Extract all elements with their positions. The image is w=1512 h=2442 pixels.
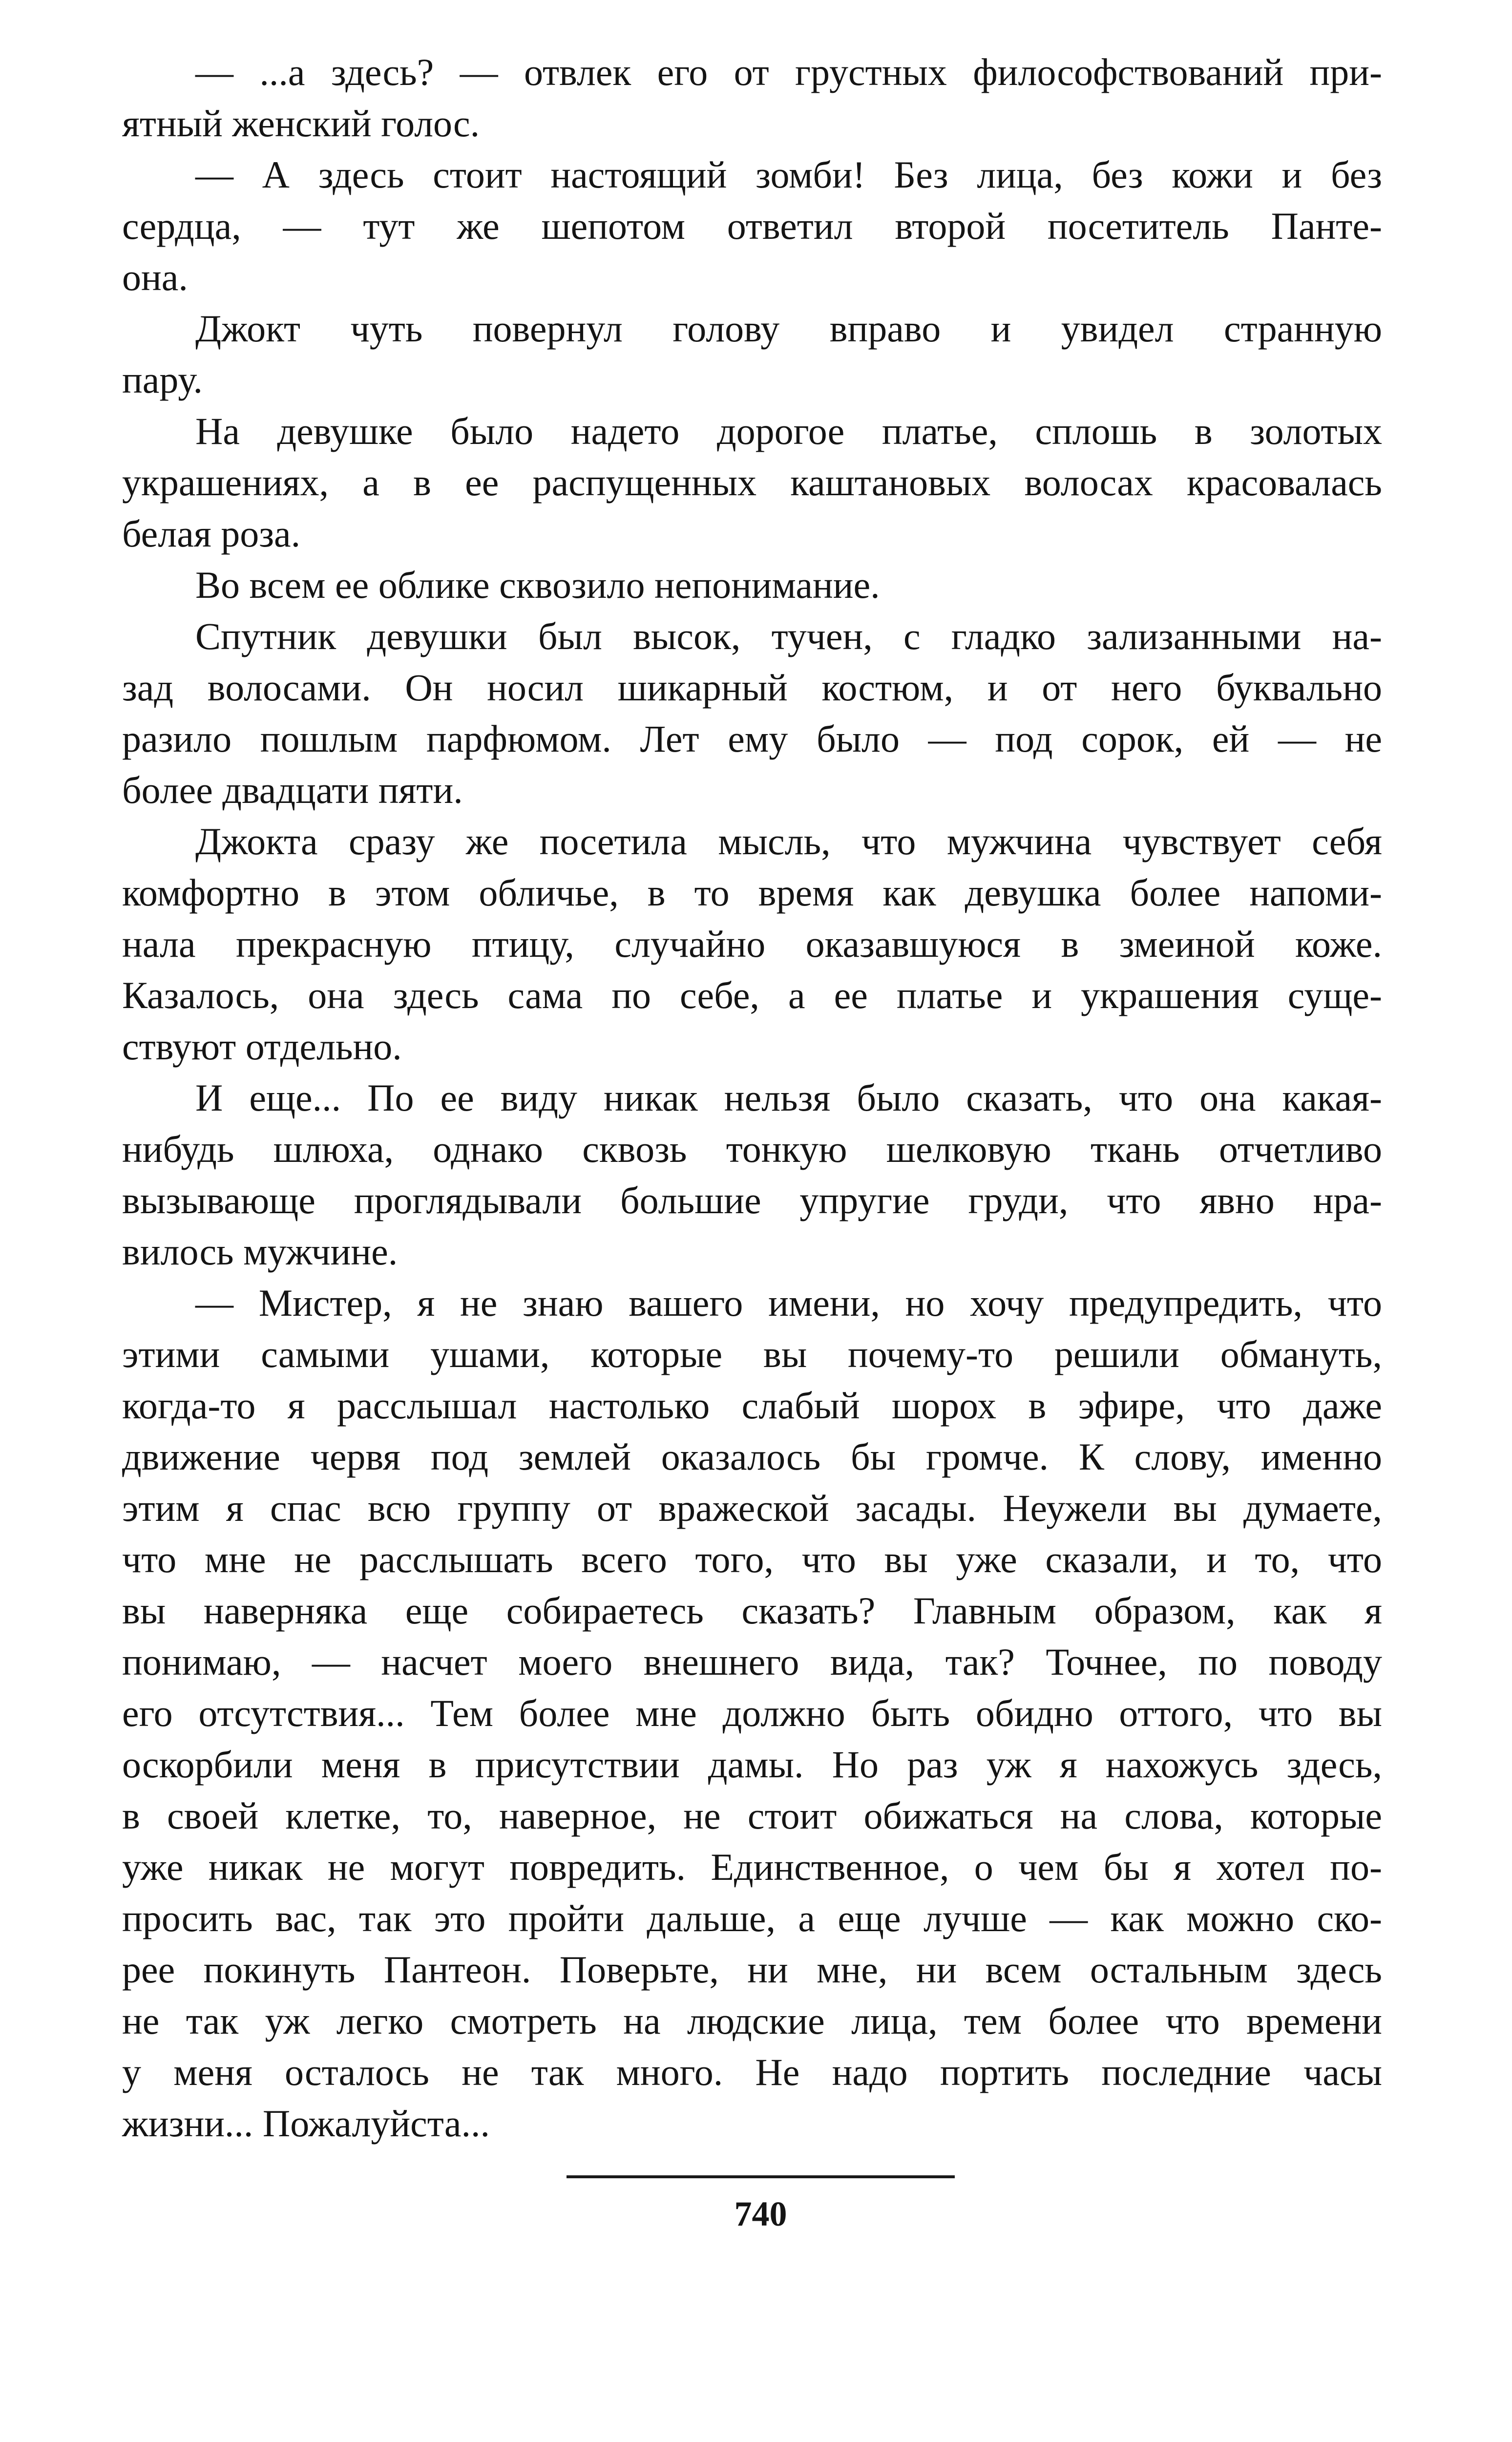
text-line: вы наверняка еще собираетесь сказать? Главным образом, как я [122, 1589, 1382, 1632]
text-line: не так уж легко смотреть на людские лица, тем более что времени [122, 2000, 1382, 2042]
text-line: разило пошлым парфюмом. Лет ему было — под сорок, ей — не [122, 717, 1382, 760]
text-line: комфортно в этом обличье, в то время как девушка более напоми- [122, 871, 1382, 914]
text-line: его отсутствия... Тем более мне должно быть обидно оттого, что вы [122, 1692, 1382, 1734]
text-line: белая роза. [122, 512, 301, 555]
text-line: сердца, — тут же шепотом ответил второй посетитель Панте- [122, 205, 1382, 247]
text-line: зад волосами. Он носил шикарный костюм, и от него буквально [122, 666, 1382, 709]
text-line: когда-то я расслышал настолько слабый шорох в эфире, что даже [122, 1384, 1382, 1427]
text-line: просить вас, так это пройти дальше, а еще лучше — как можно ско- [122, 1897, 1382, 1939]
text-line: этими самыми ушами, которые вы почему-то решили обмануть, [122, 1333, 1382, 1375]
text-line: вызывающе проглядывали большие упругие груди, что явно нра- [122, 1179, 1382, 1221]
text-line: что мне не расслышать всего того, что вы уже сказали, и то, что [122, 1538, 1382, 1580]
text-line: она. [122, 256, 188, 298]
text-line: уже никак не могут повредить. Единственное, о чем бы я хотел по- [122, 1846, 1382, 1888]
text-line: оскорбили меня в присутствии дамы. Но раз уж я нахожусь здесь, [122, 1743, 1382, 1786]
text-line: нала прекрасную птицу, случайно оказавшуюся в змеиной коже. [122, 923, 1382, 965]
text-line: На девушке было надето дорогое платье, сплошь в золотых [195, 410, 1382, 452]
text-line: движение червя под землей оказалось бы громче. К слову, именно [122, 1435, 1382, 1478]
text-line: пару. [122, 358, 203, 401]
text-line: этим я спас всю группу от вражеской засады. Неужели вы думаете, [122, 1487, 1382, 1529]
text-line: Джокт чуть повернул голову вправо и увидел странную [195, 307, 1382, 350]
text-line: вилось мужчине. [122, 1230, 398, 1273]
text-line: Во всем ее облике сквозило непонимание. [195, 564, 880, 606]
text-line: Джокта сразу же посетила мысль, что мужчина чувствует себя [195, 820, 1382, 863]
text-line: Казалось, она здесь сама по себе, а ее платье и украшения суще- [122, 974, 1382, 1016]
text-line: — ...а здесь? — отвлек его от грустных философствований при- [195, 51, 1382, 93]
text-line: — Мистер, я не знаю вашего имени, но хочу предупредить, что [195, 1282, 1382, 1324]
page-number: 740 [734, 2194, 787, 2233]
text-line: в своей клетке, то, наверное, не стоит обижаться на слова, которые [122, 1794, 1382, 1837]
footer-divider [567, 2175, 955, 2178]
text-line: более двадцати пяти. [122, 769, 463, 811]
text-line: жизни... Пожалуйста... [122, 2102, 490, 2145]
body-text [122, 46, 1382, 2149]
text-line: — А здесь стоит настоящий зомби! Без лица, без кожи и без [195, 153, 1382, 196]
text-line: у меня осталось не так много. Не надо портить последние часы [122, 2051, 1382, 2093]
text-line: нибудь шлюха, однако сквозь тонкую шелковую ткань отчетливо [122, 1128, 1382, 1170]
text-line: Спутник девушки был высок, тучен, с гладко зализанными на- [195, 615, 1382, 657]
text-line: И еще... По ее виду никак нельзя было сказать, что она какая- [195, 1076, 1382, 1119]
text-line: украшениях, а в ее распущенных каштановых волосах красовалась [122, 461, 1382, 504]
text-line: ствуют отдельно. [122, 1025, 402, 1068]
text-line: ятный женский голос. [122, 102, 480, 145]
text-line: понимаю, — насчет моего внешнего вида, так? Точнее, по поводу [122, 1641, 1382, 1683]
text-line: рее покинуть Пантеон. Поверьте, ни мне, ни всем остальным здесь [122, 1948, 1382, 1991]
